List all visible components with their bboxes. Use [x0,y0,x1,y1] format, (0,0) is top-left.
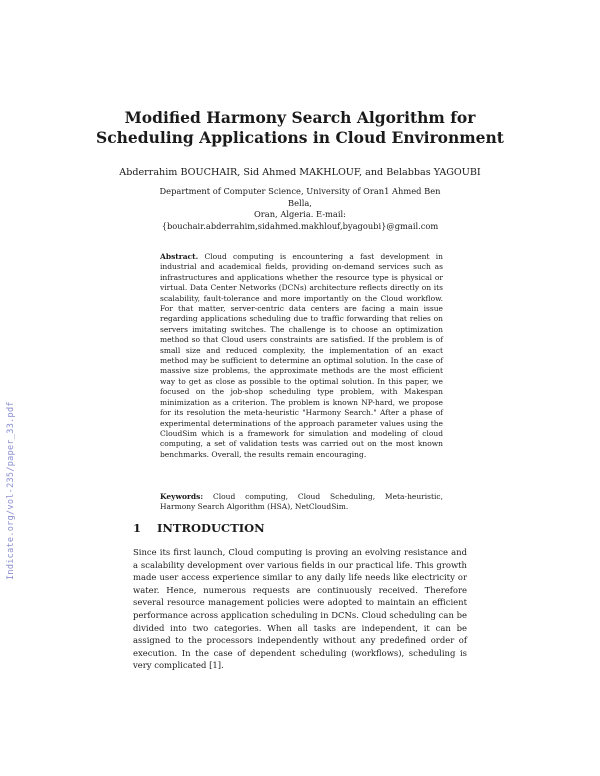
section-heading [133,521,473,535]
title-line-1: Modified Harmony Search Algorithm for [124,108,476,127]
side-stamp: Indicate.org/vol-235/paper_33.pdf [6,401,16,580]
intro-paragraph: Since its first launch, Cloud computing is proving an evolving resistance and a scalability development over various fields in our practical life. This growth made user access experience similar to any daily life needs like electricity or water. Hence, numerous requests are continuously received. Therefore several resource management policies were adopted to maintain an efficient performance across application scheduling in DCNs. Cloud scheduling can be divided into two categories. When all tasks are independent, it can be assigned to the processors independently without any predefined order of execution. In the case of dependent scheduling (workflows), scheduling is very complicated [1]. [133,547,467,671]
authors: Abderrahim BOUCHAIR, Sid Ahmed MAKHLOUF, and Belabbas YAGOUBI [119,167,481,178]
affiliation-line-1: Department of Computer Science, University of Oran1 Ahmed Ben Bella, [159,186,441,208]
keywords-text: Cloud computing, Cloud Scheduling, Meta-heuristic, Harmony Search Algorithm (HSA), NetCloudSim. [160,492,443,512]
keywords-label: Keywords: [160,492,204,501]
title-line-2: Scheduling Applications in Cloud Environment [96,128,504,147]
abstract-label: Abstract. [160,252,199,261]
email-line: {bouchair.abderrahim,sidahmed.makhlouf,byagoubi}@gmail.com [161,220,439,231]
affiliation [150,186,450,232]
section-title: INTRODUCTION [157,521,265,535]
paper-title [90,108,510,148]
abstract [160,252,443,460]
affiliation-line-2: Oran, Algeria. E-mail: [254,209,346,219]
section-number: 1 [133,521,142,535]
keywords [160,492,443,513]
abstract-text: Cloud computing is encountering a fast development in industrial and academical fields, providing on-demand services such as infrastructures and applications whether the resource type is physical or virtual. Data Center Networks (DCNs) architecture reflects directly on its scalability, fault-tolerance and more importantly on the Cloud workflow. For that matter, server-centric data centers are facing a main issue regarding applications scheduling due to traffic forwarding that relies on servers imitating switches. The challenge is to choose an optimization method so that Cloud users constraints are satisfied. If the problem is of small size and reduced complexity, the implementation of an exact method may be sufficient to determine an optimal solution. In the case of massive size problems, the approximate methods are the most efficient way to get as close as possible to the optimal solution. In this paper, we focused on the job-shop scheduling type problem, with Makespan minimization as a criterion. The problem is known NP-hard, we propose for its resolution the meta-heuristic "Harmony Search." After a phase of experimental determinations of the approach parameter values using the CloudSim which is a framework for simulation and modeling of cloud computing, a set of validation tests was carried out on the most known benchmarks. Overall, the results remain encouraging. [160,252,443,459]
